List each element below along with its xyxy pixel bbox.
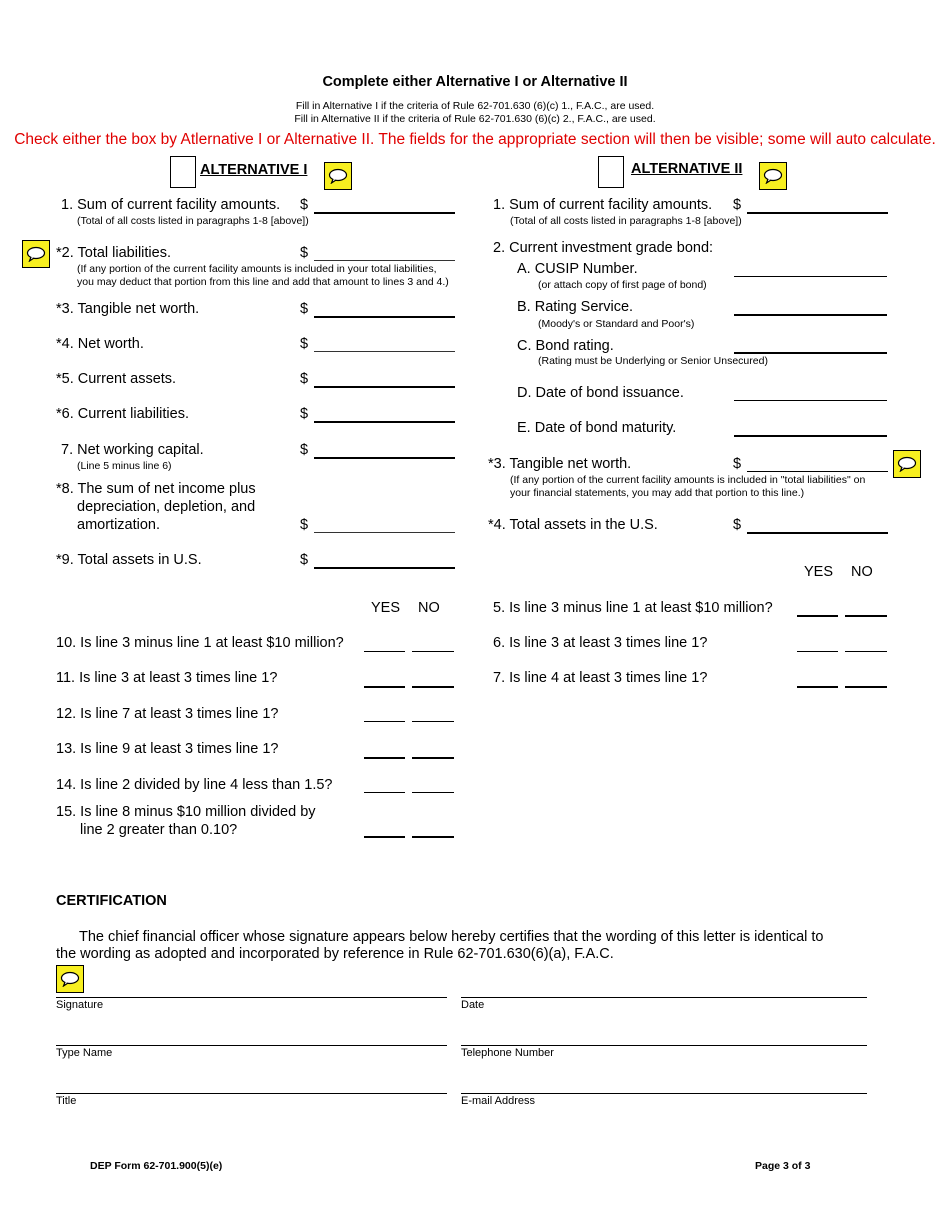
alt2-bond-issuance-field[interactable]	[734, 400, 887, 401]
currency-symbol: $	[300, 371, 309, 387]
certification-text-line1: The chief financial officer whose signature appears below hereby certifies that the wording of this letter is identical to	[79, 929, 824, 945]
alt2-bond-rating-note: (Rating must be Underlying or Senior Unsecured)	[538, 355, 768, 367]
currency-symbol: $	[300, 442, 309, 458]
alt1-question-15-line2: line 2 greater than 0.10?	[80, 822, 238, 838]
alt1-sum-current-facility-field[interactable]	[314, 212, 455, 214]
alt1-item-2-label: *2. Total liabilities.	[56, 245, 171, 261]
alt2-cusip-field[interactable]	[734, 276, 887, 277]
alt2-item-3-note-1: (If any portion of the current facility amounts is included in "total liabilities" on	[510, 474, 866, 486]
alt2-cusip-note: (or attach copy of first page of bond)	[538, 279, 707, 291]
title-label: Title	[56, 1095, 77, 1107]
note-icon-certification[interactable]	[56, 965, 84, 993]
type-name-label: Type Name	[56, 1047, 113, 1059]
alt1-total-liabilities-field[interactable]	[314, 260, 455, 261]
alt1-net-worth-field[interactable]	[314, 351, 455, 352]
alt1-item-4-label: *4. Net worth.	[56, 336, 144, 352]
alt2-item-1-label: 1. Sum of current facility amounts.	[493, 197, 713, 213]
alt1-q15-no-field[interactable]	[412, 836, 454, 838]
alt1-q10-no-field[interactable]	[412, 651, 454, 652]
alt1-yes-header: YES	[371, 600, 401, 616]
currency-symbol: $	[300, 406, 309, 422]
alt2-item-2-label: 2. Current investment grade bond:	[493, 240, 714, 256]
alt1-q12-no-field[interactable]	[412, 721, 454, 722]
alternative-2-title: ALTERNATIVE II	[631, 161, 743, 177]
form-id: DEP Form 62-701.900(5)(e)	[90, 1160, 223, 1172]
alt1-item-8-line1: *8. The sum of net income plus	[56, 481, 256, 497]
alt1-question-14: 14. Is line 2 divided by line 4 less than 1.5?	[56, 777, 333, 793]
alt1-tangible-net-worth-field[interactable]	[314, 316, 455, 318]
currency-symbol: $	[300, 517, 309, 533]
alt1-question-11: 11. Is line 3 at least 3 times line 1?	[56, 670, 278, 686]
alt2-question-5: 5. Is line 3 minus line 1 at least $10 million?	[493, 600, 773, 616]
alt1-q15-yes-field[interactable]	[364, 836, 405, 838]
alt2-bond-rating-label: C. Bond rating.	[517, 338, 614, 354]
alt2-q5-no-field[interactable]	[845, 615, 887, 617]
alt2-sum-current-facility-field[interactable]	[747, 212, 888, 214]
alt1-q14-no-field[interactable]	[412, 792, 454, 793]
alt1-current-assets-field[interactable]	[314, 386, 455, 388]
note-icon-alt2-tangible[interactable]	[893, 450, 921, 478]
alt1-item-7-label: 7. Net working capital.	[61, 442, 204, 458]
note-icon-alt2[interactable]	[759, 162, 787, 190]
alt2-q6-yes-field[interactable]	[797, 651, 838, 652]
type-name-field[interactable]	[56, 1045, 447, 1046]
email-field[interactable]	[461, 1093, 867, 1094]
alt1-q13-no-field[interactable]	[412, 757, 454, 759]
alt1-item-7-note: (Line 5 minus line 6)	[77, 460, 172, 472]
alt1-q14-yes-field[interactable]	[364, 792, 405, 793]
alt2-item-3-note-2: your financial statements, you may add that portion to this line.)	[510, 487, 805, 499]
alt2-total-assets-us-field[interactable]	[747, 532, 888, 534]
alt2-q5-yes-field[interactable]	[797, 615, 838, 617]
alt2-rating-service-note: (Moody's or Standard and Poor's)	[538, 318, 695, 330]
email-label: E-mail Address	[461, 1095, 535, 1107]
alt1-item-2-note-1: (If any portion of the current facility amounts is included in your total liabilities,	[77, 263, 437, 275]
page-title: Complete either Alternative I or Alternative II	[322, 74, 628, 90]
alt1-item-8-line2: depreciation, depletion, and	[77, 499, 256, 515]
telephone-field[interactable]	[461, 1045, 867, 1046]
alt1-current-liabilities-field[interactable]	[314, 421, 455, 423]
alt2-bond-maturity-label: E. Date of bond maturity.	[517, 420, 677, 436]
alt1-item-3-label: *3. Tangible net worth.	[56, 301, 200, 317]
alt2-bond-rating-field[interactable]	[734, 352, 887, 354]
alt2-bond-maturity-field[interactable]	[734, 435, 887, 437]
alt1-q11-yes-field[interactable]	[364, 686, 405, 688]
alt2-item-1-note: (Total of all costs listed in paragraphs 1-8 [above])	[510, 215, 742, 227]
date-label: Date	[461, 999, 485, 1011]
currency-symbol: $	[300, 552, 309, 568]
alt2-question-6: 6. Is line 3 at least 3 times line 1?	[493, 635, 708, 651]
currency-symbol: $	[300, 301, 309, 317]
date-field[interactable]	[461, 997, 867, 998]
currency-symbol: $	[733, 197, 742, 213]
alt1-question-12: 12. Is line 7 at least 3 times line 1?	[56, 706, 279, 722]
certification-heading: CERTIFICATION	[56, 893, 167, 909]
currency-symbol: $	[300, 245, 309, 261]
note-icon-alt1-liabilities[interactable]	[22, 240, 50, 268]
currency-symbol: $	[733, 456, 742, 472]
alt1-item-5-label: *5. Current assets.	[56, 371, 177, 387]
title-field[interactable]	[56, 1093, 447, 1094]
instruction-text: Check either the box by Atlernative I or Alternative II. The fields for the appropriate section will then be visible; some will auto calculate.	[14, 131, 936, 148]
alt1-item-2-note-2: you may deduct that portion from this line and add that amount to lines 3 and 4.)	[77, 276, 449, 288]
alt2-q6-no-field[interactable]	[845, 651, 887, 652]
alt2-bond-issuance-label: D. Date of bond issuance.	[517, 385, 684, 401]
alternative-2-checkbox[interactable]	[598, 156, 624, 188]
alt1-item-8-line3: amortization.	[77, 517, 161, 533]
signature-field[interactable]	[56, 997, 447, 998]
currency-symbol: $	[300, 336, 309, 352]
alt2-cusip-label: A. CUSIP Number.	[517, 261, 638, 277]
alt1-q10-yes-field[interactable]	[364, 651, 405, 652]
alt1-item-1-label: 1. Sum of current facility amounts.	[61, 197, 281, 213]
alternative-1-title: ALTERNATIVE I	[200, 162, 308, 178]
certification-text-line2: the wording as adopted and incorporated by reference in Rule 62-701.630(6)(a), F.A.C.	[56, 946, 614, 962]
alt1-item-1-note: (Total of all costs listed in paragraphs 1-8 [above])	[77, 215, 309, 227]
currency-symbol: $	[300, 197, 309, 213]
alt1-item-6-label: *6. Current liabilities.	[56, 406, 189, 422]
alternative-1-checkbox[interactable]	[170, 156, 196, 188]
alt2-item-4-label: *4. Total assets in the U.S.	[488, 517, 658, 533]
alt2-q7-yes-field[interactable]	[797, 686, 838, 688]
alt1-q13-yes-field[interactable]	[364, 757, 405, 759]
alt1-question-15-line1: 15. Is line 8 minus $10 million divided by	[56, 804, 316, 820]
alt2-question-7: 7. Is line 4 at least 3 times line 1?	[493, 670, 708, 686]
note-icon-alt1[interactable]	[324, 162, 352, 190]
currency-symbol: $	[733, 517, 742, 533]
alt1-net-working-capital-field[interactable]	[314, 457, 455, 459]
alt2-rating-service-label: B. Rating Service.	[517, 299, 634, 315]
alt1-item-9-label: *9. Total assets in U.S.	[56, 552, 202, 568]
telephone-label: Telephone Number	[461, 1047, 554, 1059]
subtitle-alt2: Fill in Alternative II if the criteria of Rule 62-701.630 (6)(c) 2., F.A.C., are used.	[294, 113, 656, 125]
signature-label: Signature	[56, 999, 104, 1011]
alt1-question-10: 10. Is line 3 minus line 1 at least $10 million?	[56, 635, 344, 651]
alt1-q11-no-field[interactable]	[412, 686, 454, 688]
alt2-yes-header: YES	[804, 564, 834, 580]
alt2-rating-service-field[interactable]	[734, 314, 887, 316]
alt1-question-13: 13. Is line 9 at least 3 times line 1?	[56, 741, 279, 757]
page-number: Page 3 of 3	[755, 1160, 811, 1172]
alt2-item-3-label: *3. Tangible net worth.	[488, 456, 632, 472]
subtitle-alt1: Fill in Alternative I if the criteria of Rule 62-701.630 (6)(c) 1., F.A.C., are used.	[295, 100, 655, 112]
alt2-tangible-net-worth-field[interactable]	[747, 471, 888, 472]
alt2-no-header: NO	[851, 564, 873, 580]
alt1-net-income-depreciation-field[interactable]	[314, 532, 455, 533]
alt1-q12-yes-field[interactable]	[364, 721, 405, 722]
alt2-q7-no-field[interactable]	[845, 686, 887, 688]
alt1-no-header: NO	[418, 600, 440, 616]
alt1-total-assets-us-field[interactable]	[314, 567, 455, 569]
